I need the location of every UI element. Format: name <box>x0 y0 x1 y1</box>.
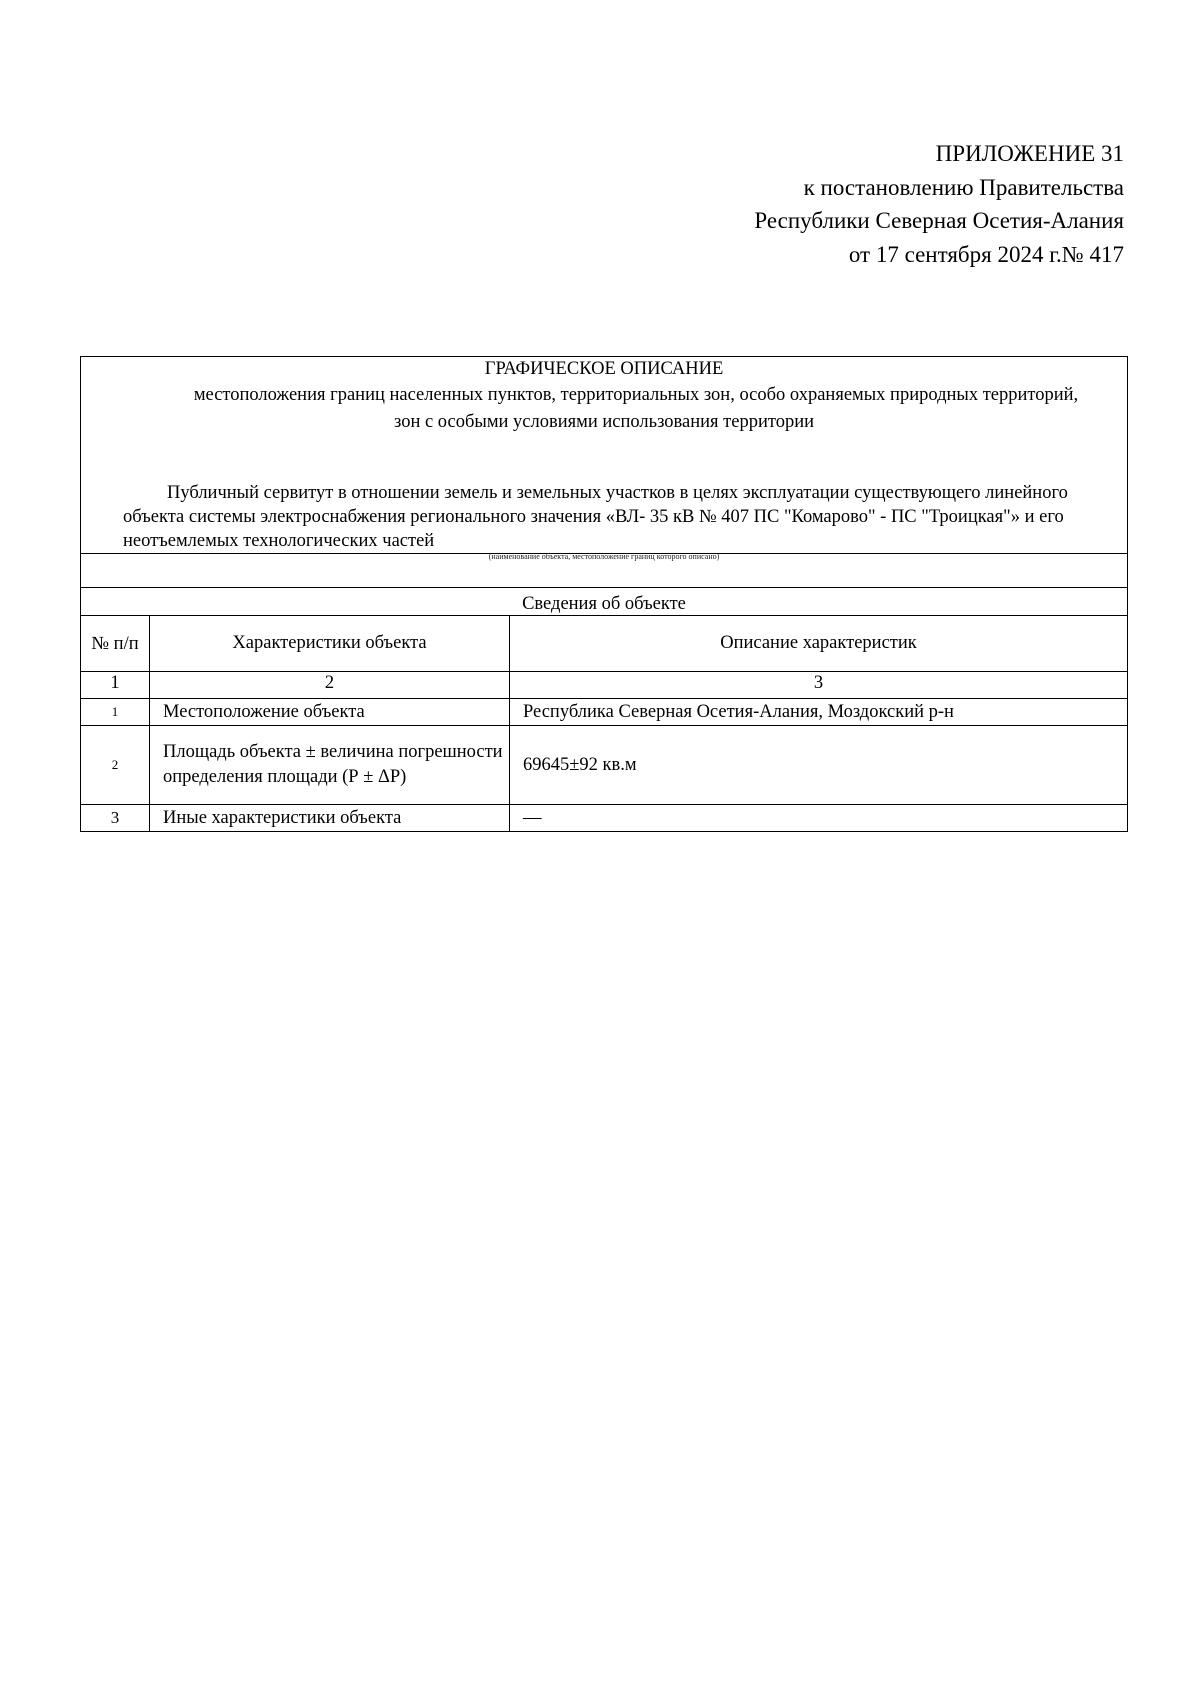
caption-row <box>81 554 1127 588</box>
title-block <box>81 357 1127 554</box>
table-row <box>81 699 1127 726</box>
row-characteristic: Площадь объекта ± величина погрешности определения площади (Р ± ΔР) <box>150 726 510 805</box>
section-title-row <box>81 588 1127 616</box>
header-row <box>81 616 1127 672</box>
object-caption: (наименование объекта, местоположение границ которого описано) <box>488 552 720 561</box>
document-title: ГРАФИЧЕСКОЕ ОПИСАНИЕ <box>484 359 724 379</box>
row-number: 1 <box>81 699 150 726</box>
document-subtitle-line2: зон с особыми условиями использования территории <box>394 412 814 432</box>
appendix-header <box>754 137 1124 271</box>
header-description: Описание характеристик <box>510 616 1128 672</box>
object-description: Публичный сервитут в отношении земель и земельных участков в целях эксплуатации существующего линейного объекта системы электроснабжения регионального значения «ВЛ- 35 кВ № 407 ПС "Комарово" - ПС "Троицкая"» и его неотъемлемых технологических частей <box>123 483 1068 551</box>
object-info-table <box>81 588 1127 831</box>
column-number-1: 1 <box>81 672 150 699</box>
row-value: — <box>510 805 1128 832</box>
appendix-republic: Республики Северная Осетия-Алания <box>754 208 1124 233</box>
column-number-3: 3 <box>510 672 1128 699</box>
row-value: Республика Северная Осетия-Алания, Моздокский р-н <box>510 699 1128 726</box>
row-number: 3 <box>81 805 150 832</box>
table-row <box>81 805 1127 832</box>
header-characteristic: Характеристики объекта <box>150 616 510 672</box>
row-number: 2 <box>81 726 150 805</box>
appendix-number: ПРИЛОЖЕНИЕ 31 <box>935 141 1124 166</box>
column-numbers-row <box>81 672 1127 699</box>
row-characteristic: Иные характеристики объекта <box>150 805 510 832</box>
section-title: Сведения об объекте <box>81 588 1127 616</box>
table-row <box>81 726 1127 805</box>
document-frame <box>80 356 1128 832</box>
row-value: 69645±92 кв.м <box>510 726 1128 805</box>
appendix-date: от 17 сентября 2024 г.№ 417 <box>848 241 1124 267</box>
appendix-resolution: к постановлению Правительства <box>803 174 1124 200</box>
row-characteristic: Местоположение объекта <box>150 699 510 726</box>
document-subtitle-line1: местоположения границ населенных пунктов, территориальных зон, особо охраняемых природных территорий, <box>193 385 1079 405</box>
column-number-2: 2 <box>150 672 510 699</box>
header-number: № п/п <box>81 616 150 672</box>
